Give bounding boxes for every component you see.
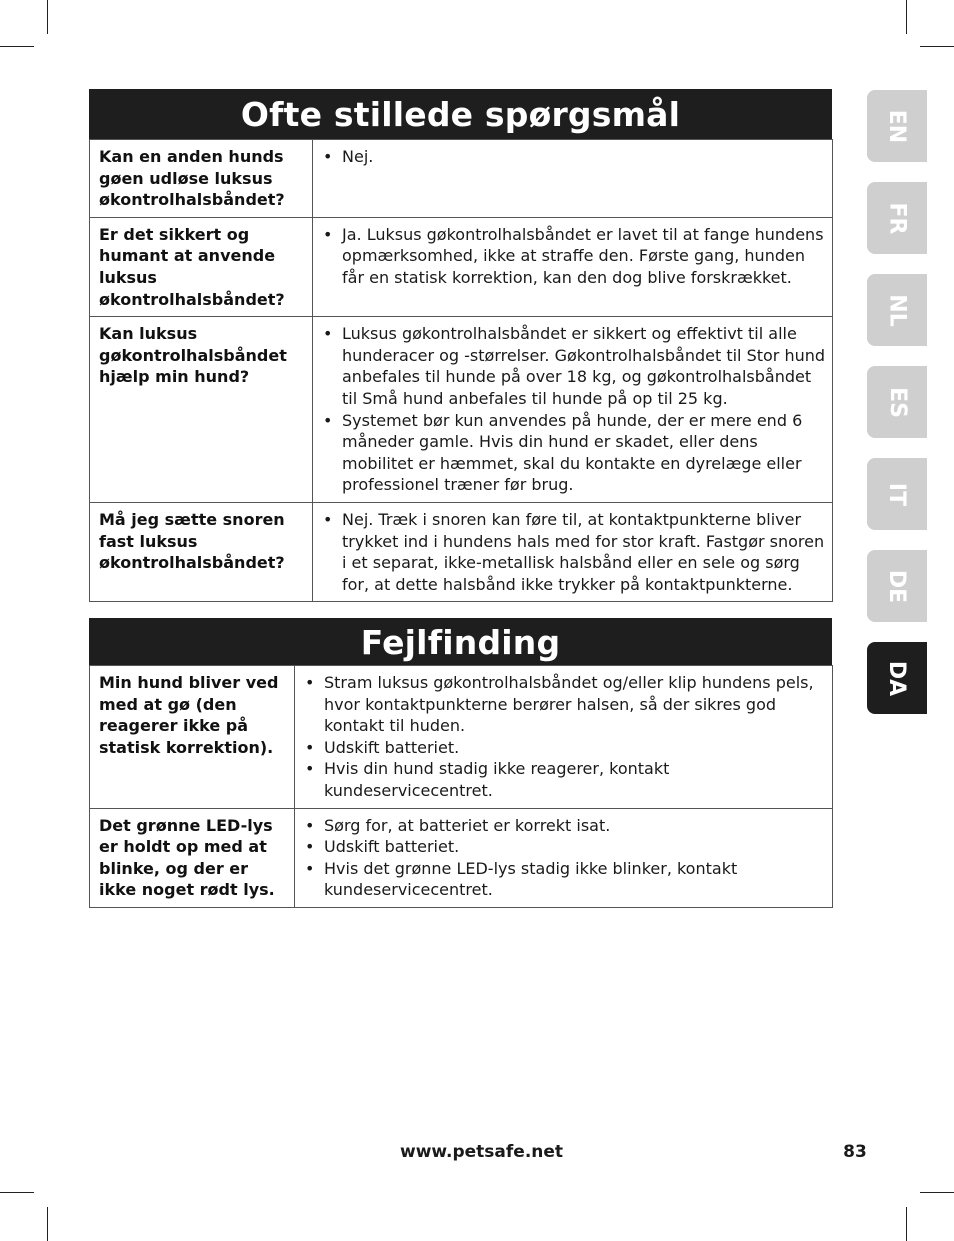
list-item: • Hvis din hund stadig ikke reagerer, kontakt kundeservicecentret.: [304, 758, 828, 801]
crop-mark: [0, 1192, 34, 1193]
troubleshooting-section: [89, 618, 832, 908]
faq-question: Kan en anden hunds gøen udløse luksus økontrolhalsbåndet?: [90, 140, 313, 218]
faq-table: [89, 139, 833, 602]
tab-label: ES: [884, 386, 910, 418]
problem-description: Det grønne LED-lys er holdt op med at blinke, og der er ikke noget rødt lys.: [90, 808, 295, 907]
table-row: [90, 317, 833, 503]
tab-es[interactable]: [867, 366, 927, 438]
footer-url[interactable]: www.petsafe.net: [400, 1142, 564, 1162]
tab-label: IT: [884, 482, 910, 506]
faq-answer: [313, 217, 833, 316]
troubleshooting-table: [89, 665, 833, 908]
crop-mark: [906, 1207, 907, 1241]
faq-answer: [313, 502, 833, 601]
table-row: [90, 140, 833, 218]
crop-mark: [47, 0, 48, 34]
tab-label: NL: [884, 293, 910, 327]
list-item: • Udskift batteriet.: [304, 737, 828, 759]
crop-mark: [906, 0, 907, 34]
tab-en[interactable]: [867, 90, 927, 162]
list-item: • Udskift batteriet.: [304, 836, 828, 858]
faq-title: Ofte stillede spørgsmål: [89, 89, 832, 139]
list-item: • Nej.: [322, 146, 828, 168]
crop-mark: [920, 1192, 954, 1193]
faq-section: [89, 89, 832, 602]
tab-fr[interactable]: [867, 182, 927, 254]
solution: [295, 808, 833, 907]
crop-mark: [920, 46, 954, 47]
table-row: [90, 808, 833, 907]
tab-de[interactable]: [867, 550, 927, 622]
tab-label: FR: [884, 202, 910, 234]
faq-answer: [313, 140, 833, 218]
list-item: • Systemet bør kun anvendes på hunde, der er mere end 6 måneder gamle. Hvis din hund er skadet, eller dens mobilitet er hæmmet, skal du kontakte en dyrelæge eller professionel træner før brug.: [322, 410, 828, 496]
faq-question: Må jeg sætte snoren fast luksus økontrolhalsbåndet?: [90, 502, 313, 601]
tab-it[interactable]: [867, 458, 927, 530]
list-item: • Stram luksus gøkontrolhalsbåndet og/eller klip hundens pels, hvor kontaktpunkterne berører halsen, så der sikres god kontakt til huden.: [304, 672, 828, 737]
crop-mark: [0, 46, 34, 47]
list-item: • Hvis det grønne LED-lys stadig ikke blinker, kontakt kundeservicecentret.: [304, 858, 828, 901]
faq-question: Kan luksus gøkontrolhalsbåndet hjælp min hund?: [90, 317, 313, 503]
tab-label: DA: [884, 660, 910, 696]
table-row: [90, 666, 833, 809]
solution: [295, 666, 833, 809]
tab-nl[interactable]: [867, 274, 927, 346]
problem-description: Min hund bliver ved med at gø (den reagerer ikke på statisk korrektion).: [90, 666, 295, 809]
crop-mark: [47, 1207, 48, 1241]
tab-label: EN: [884, 109, 910, 143]
list-item: • Luksus gøkontrolhalsbåndet er sikkert og effektivt til alle hunderacer og -størrelser. Gøkontrolhalsbåndet til Stor hund anbefales til hunde på over 18 kg, og gøkontrolhalsbåndet til Små hund anbefales til hunde på op til 25 kg.: [322, 323, 828, 409]
faq-answer: [313, 317, 833, 503]
list-item: • Sørg for, at batteriet er korrekt isat.: [304, 815, 828, 837]
tab-label: DE: [884, 569, 910, 603]
faq-question: Er det sikkert og humant at anvende luksus økontrolhalsbåndet?: [90, 217, 313, 316]
list-item: • Nej. Træk i snoren kan føre til, at kontaktpunkterne bliver trykket ind i hundens hals med for stor kraft. Fastgør snoren i et separat, ikke-metallisk halsbånd eller en sele og sørg for, at dette halsbånd ikke trykker på kontaktpunkterne.: [322, 509, 828, 595]
page-number: 83: [843, 1142, 867, 1162]
troubleshooting-title: Fejlfinding: [89, 618, 832, 665]
list-item: • Ja. Luksus gøkontrolhalsbåndet er lavet til at fange hundens opmærksomhed, ikke at straffe den. Første gang, hunden får en statisk korrektion, kan den dog blive forskrækket.: [322, 224, 828, 289]
table-row: [90, 217, 833, 316]
tab-da[interactable]: [867, 642, 927, 714]
table-row: [90, 502, 833, 601]
